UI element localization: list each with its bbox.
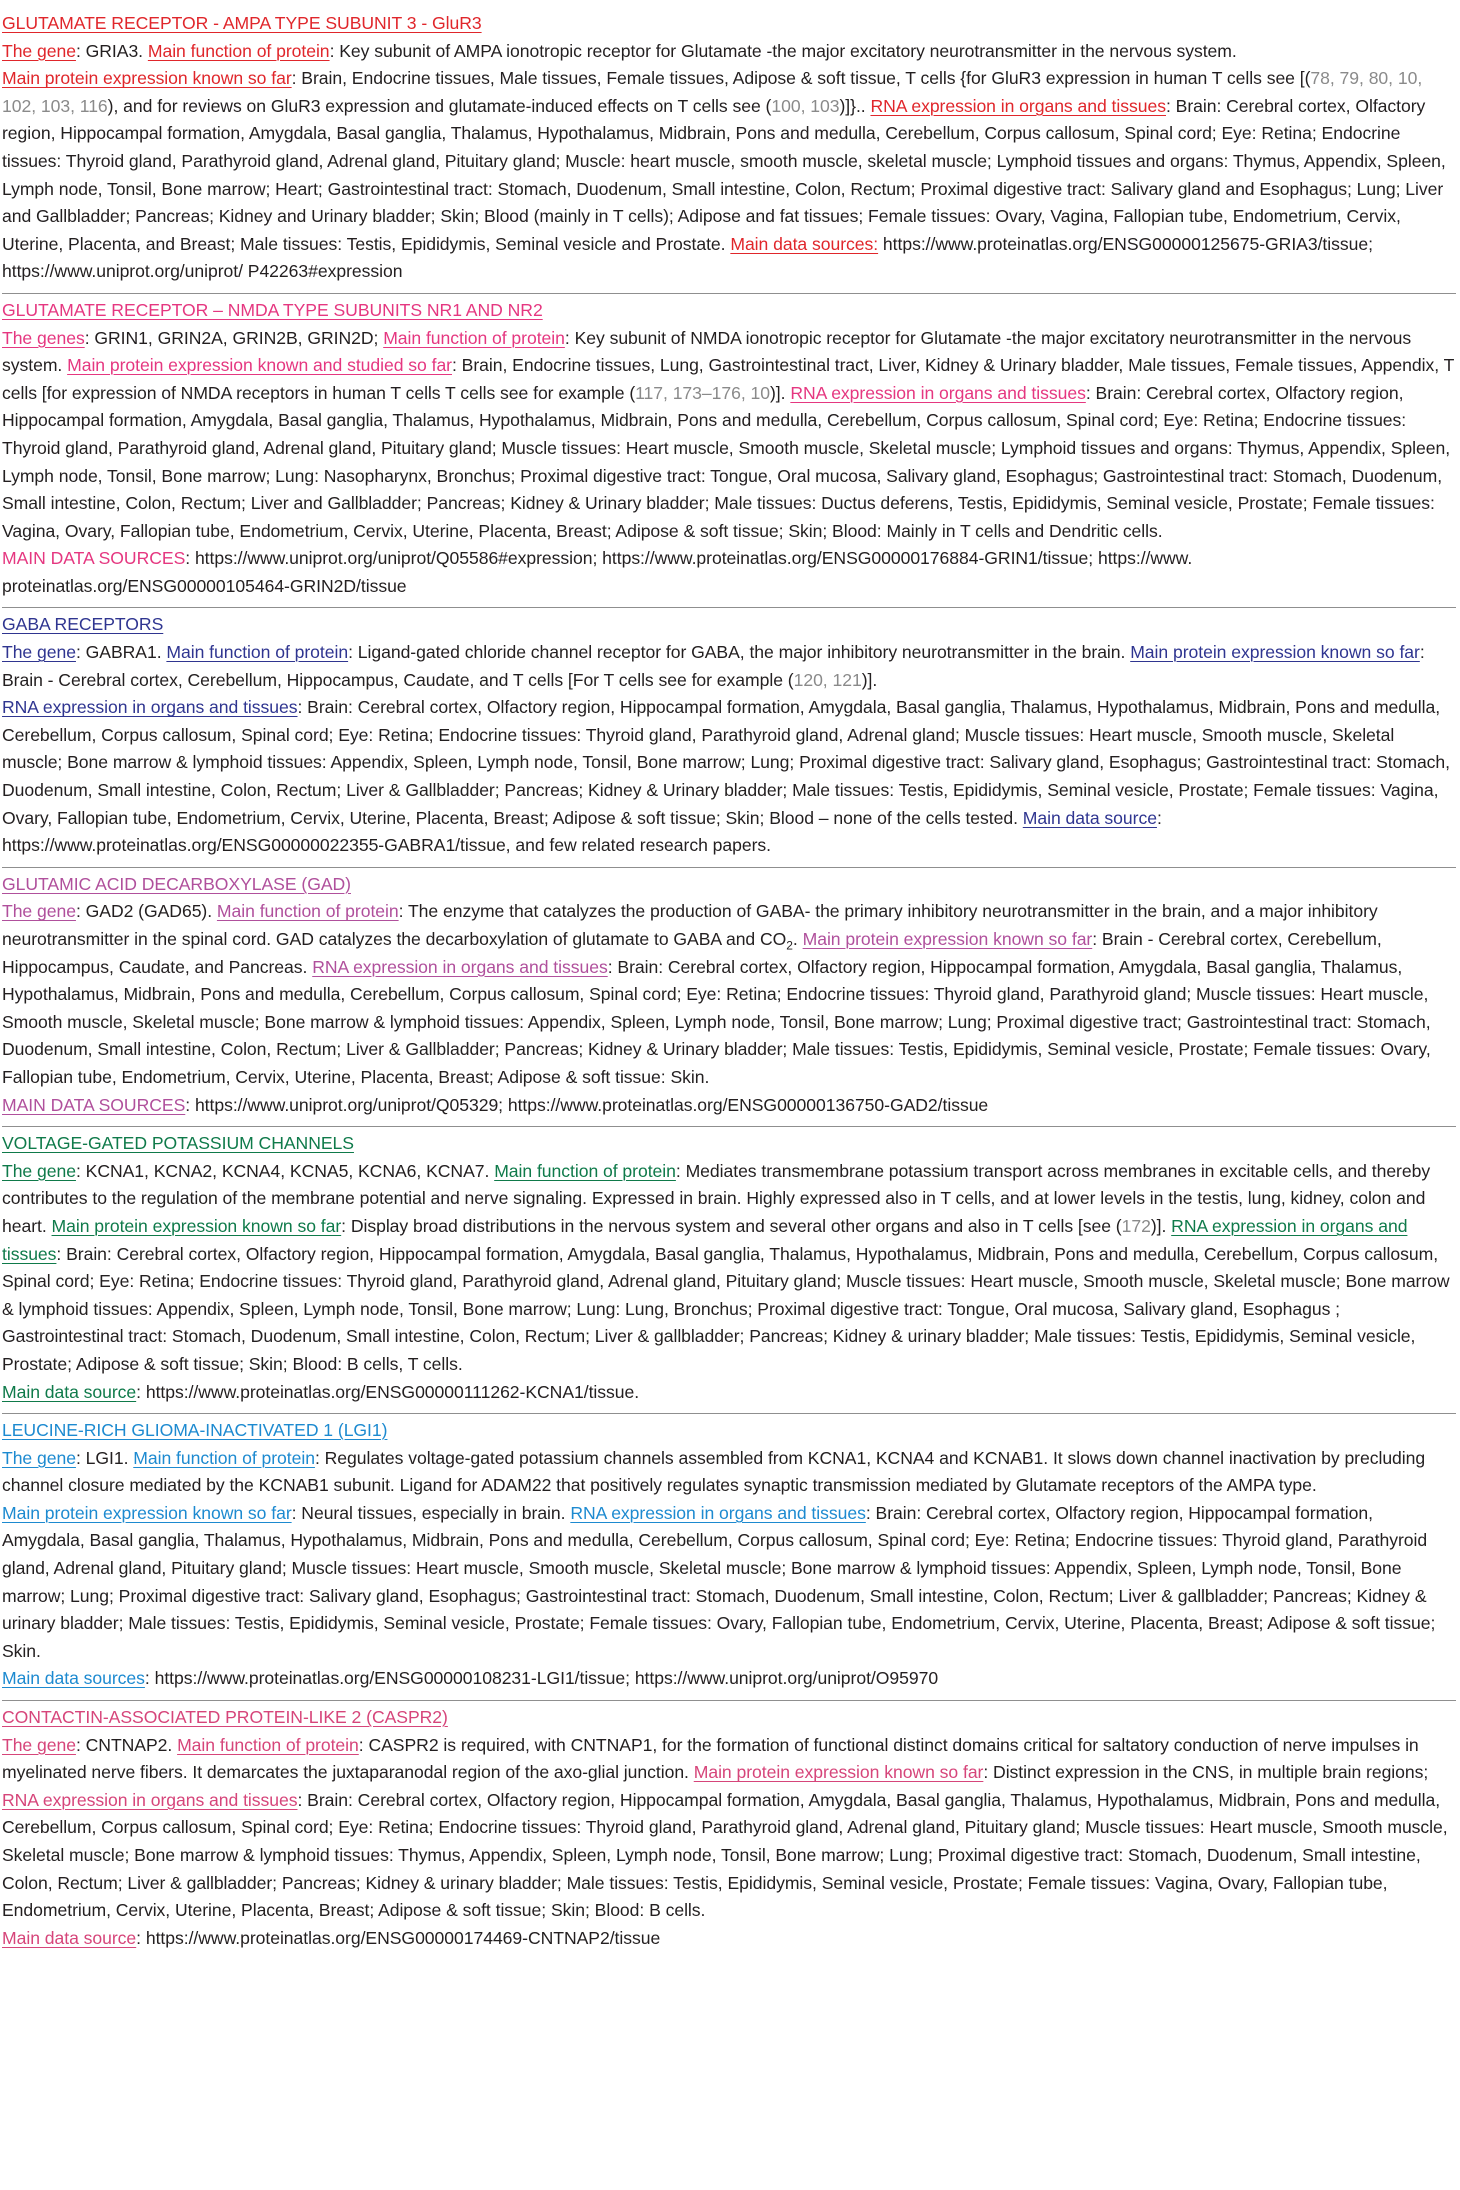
gaba-body [2, 639, 1456, 860]
lgi1-gene-label: The gene [2, 1447, 76, 1468]
gad-rna: : Brain: Cerebral cortex, Olfactory region, Hippocampal formation, Amygdala, Basal ganglia, Thalamus, Hypothalamus, Midbrain, Pons and medulla, Cerebellum, Corpus callosum, Spinal cord; Eye: Retina; Endocrine tissues: Thyroid gland, Parathyroid gland; Muscle tissues: Heart muscle, Smooth muscle, Skeletal muscle; Bone marrow & lymphoid tissues: Appendix, Spleen, Lymph node, Tonsil, Bone marrow; Lung; Proximal digestive tract; Gastrointestinal tract: Stomach, Duodenum, Small intestine, Colon, Rectum; Liver & Gallbladder; Pancreas; Kidney & Urinary bladder; Male tissues: Testis, Epididymis, Seminal vesicle, Prostate; Female tissues: Ovary, Fallopian tube, Endometrium, Cervix, Uterine, Placenta, Breast; Adipose & soft tissue: Skin. [2, 956, 1431, 1087]
gad-function-label: Main function of protein [216, 901, 399, 922]
lgi1-function: : Regulates voltage-gated potassium channels assembled from KCNA1, KCNA4 and KCNAB1. It slows down channel inactivation by precluding channel closure mediated by the KCNAB1 subunit. Ligand for ADAM22 that positively regulates synaptic transmission mediated by Glutamate receptors of the AMPA type. [2, 1447, 1426, 1496]
gria3-gene: : GRIA3. [75, 40, 148, 61]
entry-nmda [2, 297, 1456, 609]
lgi1-function-label: Main function of protein [133, 1447, 315, 1468]
gaba-refs[interactable]: 120, 121 [793, 669, 862, 690]
gad-gene-label: The gene [2, 901, 76, 922]
gria3-gene-label: The gene [2, 40, 76, 61]
entry-kcna [2, 1130, 1456, 1414]
gria3-protein-a: : Brain, Endocrine tissues, Male tissues, Female tissues, Adipose & soft tissue, T cells {for GluR3 expression in human T cells see [( [291, 68, 1311, 89]
gad-function-b: . [792, 929, 803, 949]
lgi1-protein-label: Main protein expression known so far [2, 1502, 292, 1523]
gria3-rna-label: RNA expression in organs and tissues [870, 95, 1166, 116]
entry-gad [2, 871, 1456, 1127]
gaba-sources-label: Main data source [1022, 807, 1157, 828]
gad-gene: : GAD2 (GAD65). [75, 901, 217, 922]
gria3-refs-a[interactable]: 78, 79, 80, 10, 102, 103, 116 [2, 68, 1423, 116]
entry-lgi1 [2, 1417, 1456, 1701]
lgi1-rna-label: RNA expression in organs and tissues [570, 1502, 866, 1523]
gad-sources[interactable]: : https://www.uniprot.org/uniprot/Q05329; https://www.proteinatlas.org/ENSG00000136750-GAD2/tissue [185, 1094, 989, 1115]
caspr2-rna: : Brain: Cerebral cortex, Olfactory region, Hippocampal formation, Amygdala, Basal ganglia, Thalamus, Hypothalamus, Midbrain, Pons and medulla, Cerebellum, Corpus callosum, Spinal cord; Eye: Retina; Endocrine tissues: Thyroid gland, Parathyroid gland, Adrenal gland, Pituitary gland; Muscle tissues: Heart muscle, Smooth muscle, Skeletal muscle; Bone marrow & lymphoid tissues: Thymus, Appendix, Spleen, Lymph node, Tonsil, Bone marrow; Lung; Proximal digestive tract: Stomach, Duodenum, Small intestine, Colon, Rectum; Liver & gallbladder; Pancreas; Kidney & urinary bladder; Male tissues: Testis, Epididymis, Seminal vesicle, Prostate; Female tissues: Vagina, Ovary, Fallopian tube, Endometrium, Cervix, Uterine, Placenta, Breast; Adipose & soft tissue; Skin; Blood: B cells. [2, 1789, 1448, 1921]
nmda-sources[interactable]: : https://www.uniprot.org/uniprot/Q05586#expression; https://www.proteinatlas.org/ENSG00000176884-GRIN1/tissue; https://www. proteinatlas.org/ENSG00000105464-GRIN2D/tissue [2, 548, 1193, 596]
caspr2-gene: : CNTNAP2. [75, 1734, 178, 1755]
gaba-protein-b: )]. [861, 669, 878, 690]
kcna-protein-label: Main protein expression known so far [51, 1215, 342, 1236]
kcna-protein-a: : Display broad distributions in the nervous system and several other organs and also in T cells [see ( [341, 1215, 1122, 1236]
gaba-gene-label: The gene [2, 642, 76, 663]
kcna-gene-label: The gene [2, 1160, 76, 1181]
gad-rna-label: RNA expression in organs and tissues [312, 956, 608, 977]
gaba-protein-label: Main protein expression known so far [1130, 642, 1420, 663]
gad-sources-label: MAIN DATA SOURCES [2, 1094, 186, 1115]
gaba-title: GABA RECEPTORS [2, 614, 164, 635]
nmda-gene: : GRIN1, GRIN2A, GRIN2B, GRIN2D; [84, 327, 384, 348]
lgi1-protein: : Neural tissues, especially in brain. [291, 1502, 571, 1523]
caspr2-title: CONTACTIN-ASSOCIATED PROTEIN-LIKE 2 (CASPR2) [2, 1707, 448, 1728]
nmda-title: GLUTAMATE RECEPTOR – NMDA TYPE SUBUNITS NR1 AND NR2 [2, 299, 543, 320]
gria3-sources-label: Main data sources: [730, 233, 879, 254]
gria3-rna: : Brain: Cerebral cortex, Olfactory region, Hippocampal formation, Amygdala, Basal ganglia, Thalamus, Hypothalamus, Midbrain, Pons and medulla, Cerebellum, Corpus callosum, Spinal cord; Eye: Retina; Endocrine tissues: Thyroid gland, Parathyroid gland, Adrenal gland, Pituitary gland; Muscle: heart muscle, smooth muscle, skeletal muscle; Lymphoid tissues and organs: Thymus, Appendix, Spleen, Lymph node, Tonsil, Bone marrow; Heart; Gastrointestinal tract: Stomach, Duodenum, Small intestine, Colon, Rectum; Proximal digestive tract: Salivary gland and Esophagus; Lung; Liver and Gallbladder; Pancreas; Kidney and Urinary bladder; Skin; Blood (mainly in T cells); Adipose and fat tissues; Female tissues: Ovary, Vagina, Fallopian tube, Endometrium, Cervix, Uterine, Placenta, and Breast; Male tissues: Testis, Epididymis, Seminal vesicle and Prostate. [2, 95, 1446, 254]
nmda-body [2, 325, 1456, 601]
caspr2-function-label: Main function of protein [177, 1734, 359, 1755]
gad-body [2, 898, 1456, 1119]
lgi1-body [2, 1445, 1456, 1693]
caspr2-function: : CASPR2 is required, with CNTNAP1, for the formation of functional distinct domains critical for saltatory conduction of nerve impulses in myelinated nerve fibers. It demarcates the juxtaparanodal region of the axo-glial junction. [2, 1734, 1419, 1783]
kcna-gene: : KCNA1, KCNA2, KCNA4, KCNA5, KCNA6, KCNA7. [75, 1160, 495, 1181]
gria3-refs-b[interactable]: 100, 103 [771, 95, 840, 116]
gad-function-sub: 2 [786, 938, 793, 953]
lgi1-title: LEUCINE-RICH GLIOMA-INACTIVATED 1 (LGI1) [2, 1420, 388, 1441]
nmda-protein-b: )]. [770, 382, 791, 403]
kcna-refs[interactable]: 172 [1121, 1215, 1151, 1236]
entry-gaba [2, 611, 1456, 867]
lgi1-sources-label: Main data sources [2, 1668, 145, 1689]
nmda-sources-label: MAIN DATA SOURCES [2, 548, 186, 569]
entry-caspr2 [2, 1704, 1456, 1959]
gria3-sources[interactable]: https://www.proteinatlas.org/ENSG00000125675-GRIA3/tissue; https://www.uniprot.org/uniprot/ P42263#expression [2, 233, 1373, 282]
entry-gria3 [2, 10, 1456, 294]
nmda-gene-label: The genes [2, 327, 85, 348]
kcna-title: VOLTAGE-GATED POTASSIUM CHANNELS [2, 1133, 354, 1154]
nmda-rna: : Brain: Cerebral cortex, Olfactory region, Hippocampal formation, Amygdala, Basal ganglia, Thalamus, Hypothalamus, Midbrain, Pons and medulla, Cerebellum, Corpus callosum, Spinal cord; Eye: Retina; Endocrine tissues: Thyroid gland, Parathyroid gland, Adrenal gland, Pituitary gland; Muscle tissues: Heart muscle, Smooth muscle, Skeletal muscle; Lymphoid tissues and organs: Thymus, Appendix, Spleen, Lymph node, Tonsil, Bone marrow; Lung: Nasopharynx, Bronchus; Proximal digestive tract: Tongue, Oral mucosa, Salivary gland, Esophagus; Gastrointestinal tract: Stomach, Duodenum, Small intestine, Colon, Rectum; Liver and Gallbladder; Pancreas; Kidney & Urinary bladder; Male tissues: Ductus deferens, Testis, Epididymis, Seminal vesicle, Prostate; Female tissues: Vagina, Ovary, Fallopian tube, Endometrium, Cervix, Uterine, Placenta, Breast; Adipose & soft tissue; Skin; Blood: Mainly in T cells and Dendritic cells. [2, 382, 1451, 541]
caspr2-body [2, 1732, 1456, 1953]
kcna-function-label: Main function of protein [494, 1160, 676, 1181]
gria3-title: GLUTAMATE RECEPTOR - AMPA TYPE SUBUNIT 3 - GluR3 [2, 13, 482, 33]
gad-function-a: : The enzyme that catalyzes the production of GABA- the primary inhibitory neurotransmitter in the brain, and a major inhibitory neurotransmitter in the spinal cord. GAD catalyzes the decarboxylation of glutamate to GABA and CO [2, 901, 1378, 949]
nmda-rna-label: RNA expression in organs and tissues [790, 382, 1086, 403]
nmda-function: : Key subunit of NMDA ionotropic receptor for Glutamate -the major excitatory neurotransmitter in the nervous system. [2, 327, 1412, 376]
caspr2-sources-label: Main data source [2, 1927, 137, 1948]
gaba-rna: : Brain: Cerebral cortex, Olfactory region, Hippocampal formation, Amygdala, Basal ganglia, Thalamus, Hypothalamus, Midbrain, Pons and medulla, Cerebellum, Corpus callosum, Spinal cord; Eye: Retina; Endocrine tissues: Thyroid gland, Parathyroid gland, Adrenal gland; Muscle tissues: Heart muscle, Smooth muscle, Skeletal muscle; Bone marrow & lymphoid tissues: Appendix, Spleen, Lymph node, Tonsil, Bone marrow; Lung; Proximal digestive tract: Salivary gland, Esophagus; Gastrointestinal tract: Stomach, Duodenum, Small intestine, Colon, Rectum; Liver & Gallbladder; Pancreas; Kidney & Urinary bladder; Male tissues: Testis, Epididymis, Seminal vesicle, Prostate; Female tissues: Vagina, Ovary, Fallopian tube, Endometrium, Cervix, Uterine, Placenta, Breast; Adipose & soft tissue; Skin; Blood – none of the cells tested. [2, 697, 1450, 828]
gria3-body [2, 38, 1456, 286]
nmda-function-label: Main function of protein [383, 327, 565, 348]
caspr2-protein-label: Main protein expression known so far [693, 1762, 984, 1783]
kcna-function: : Mediates transmembrane potassium transport across membranes in excitable cells, and thereby contributes to the regulation of the membrane potential and nerve signaling. Expressed in brain. Highly expressed also in T cells, and at lower levels in the testis, lung, kidney, colon and heart. [2, 1160, 1431, 1236]
caspr2-rna-label: RNA expression in organs and tissues [2, 1789, 298, 1810]
gaba-gene: : GABRA1. [75, 642, 167, 663]
kcna-sources-label: Main data source [2, 1381, 137, 1402]
nmda-protein-a: : Brain, Endocrine tissues, Lung, Gastrointestinal tract, Liver, Kidney & Urinary bladder, Male tissues, Female tissues, Appendix, T cells [for expression of NMDA receptors in human T cells T cells see for example ( [2, 355, 1454, 403]
caspr2-gene-label: The gene [2, 1734, 76, 1755]
kcna-body [2, 1158, 1456, 1406]
lgi1-gene: : LGI1. [75, 1447, 134, 1468]
kcna-sources[interactable]: : https://www.proteinatlas.org/ENSG00000111262-KCNA1/tissue. [136, 1381, 640, 1402]
caspr2-sources[interactable]: : https://www.proteinatlas.org/ENSG00000174469-CNTNAP2/tissue [136, 1927, 661, 1948]
gria3-function-label: Main function of protein [147, 40, 330, 61]
nmda-protein-label: Main protein expression known and studied so far [67, 355, 452, 376]
caspr2-protein: : Distinct expression in the CNS, in multiple brain regions; [983, 1762, 1429, 1783]
nmda-refs[interactable]: 117, 173–176, 10 [635, 382, 770, 403]
gad-title: GLUTAMIC ACID DECARBOXYLASE (GAD) [2, 873, 351, 894]
gria3-function: : Key subunit of AMPA ionotropic receptor for Glutamate -the major excitatory neurotransmitter in the nervous system. [329, 40, 1237, 61]
gad-protein: : Brain - Cerebral cortex, Cerebellum, Hippocampus, Caudate, and Pancreas. [2, 929, 1382, 977]
gaba-function-label: Main function of protein [166, 642, 349, 663]
kcna-rna-label: RNA expression in organs and tissues [2, 1215, 1408, 1264]
gria3-protein-label: Main protein expression known so far [2, 68, 292, 89]
lgi1-rna: : Brain: Cerebral cortex, Olfactory region, Hippocampal formation, Amygdala, Basal ganglia, Thalamus, Hypothalamus, Midbrain, Pons and medulla, Cerebellum, Corpus callosum, Spinal cord; Eye: Retina; Endocrine tissues: Thyroid gland, Parathyroid gland, Adrenal gland, Pituitary gland; Muscle tissues: Heart muscle, Smooth muscle, Skeletal muscle; Bone marrow & lymphoid tissues: Appendix, Spleen, Lymph node, Tonsil, Bone marrow; Lung; Proximal digestive tract: Salivary gland, Esophagus; Gastrointestinal tract: Stomach, Duodenum, Small intestine, Colon, Rectum; Liver & gallbladder; Pancreas; Kidney & urinary bladder; Male tissues: Testis, Epididymis, Seminal vesicle, Prostate; Female tissues: Ovary, Fallopian tube, Endometrium, Cervix, Uterine, Placenta, Breast; Adipose & soft tissue; Skin. [2, 1502, 1436, 1661]
kcna-protein-b: )]. [1150, 1215, 1172, 1236]
gaba-rna-label: RNA expression in organs and tissues [2, 697, 298, 718]
gria3-protein-c: )]}.. [839, 95, 871, 116]
gria3-protein-b: ), and for reviews on GluR3 expression and glutamate-induced effects on T cells see ( [107, 95, 772, 116]
gaba-sources[interactable]: : https://www.proteinatlas.org/ENSG00000022355-GABRA1/tissue, and few related research papers. [2, 807, 1162, 856]
gaba-function: : Ligand-gated chloride channel receptor for GABA, the major inhibitory neurotransmitter in the brain. [348, 642, 1131, 663]
gaba-protein-a: : Brain - Cerebral cortex, Cerebellum, Hippocampus, Caudate, and T cells [For T cells see for example ( [2, 642, 1425, 690]
lgi1-sources[interactable]: : https://www.proteinatlas.org/ENSG00000108231-LGI1/tissue; https://www.uniprot.org/uniprot/O95970 [144, 1668, 939, 1689]
gad-protein-label: Main protein expression known so far [802, 929, 1093, 949]
kcna-rna: : Brain: Cerebral cortex, Olfactory region, Hippocampal formation, Amygdala, Basal ganglia, Thalamus, Hypothalamus, Midbrain, Pons and medulla, Cerebellum, Corpus callosum, Spinal cord; Eye: Retina; Endocrine tissues: Thyroid gland, Parathyroid gland, Adrenal gland, Pituitary gland; Muscle tissues: Heart muscle, Smooth muscle, Skeletal muscle; Bone marrow & lymphoid tissues: Appendix, Spleen, Lymph node, Tonsil, Bone marrow; Lung: Lung, Bronchus; Proximal digestive tract: Tongue, Oral mucosa, Salivary gland, Esophagus ; Gastrointestinal tract: Stomach, Duodenum, Small intestine, Colon, Rectum; Liver & gallbladder; Pancreas; Kidney & urinary bladder; Male tissues: Testis, Epididymis, Seminal vesicle, Prostate; Adipose & soft tissue; Skin; Blood: B cells, T cells. [2, 1243, 1450, 1374]
